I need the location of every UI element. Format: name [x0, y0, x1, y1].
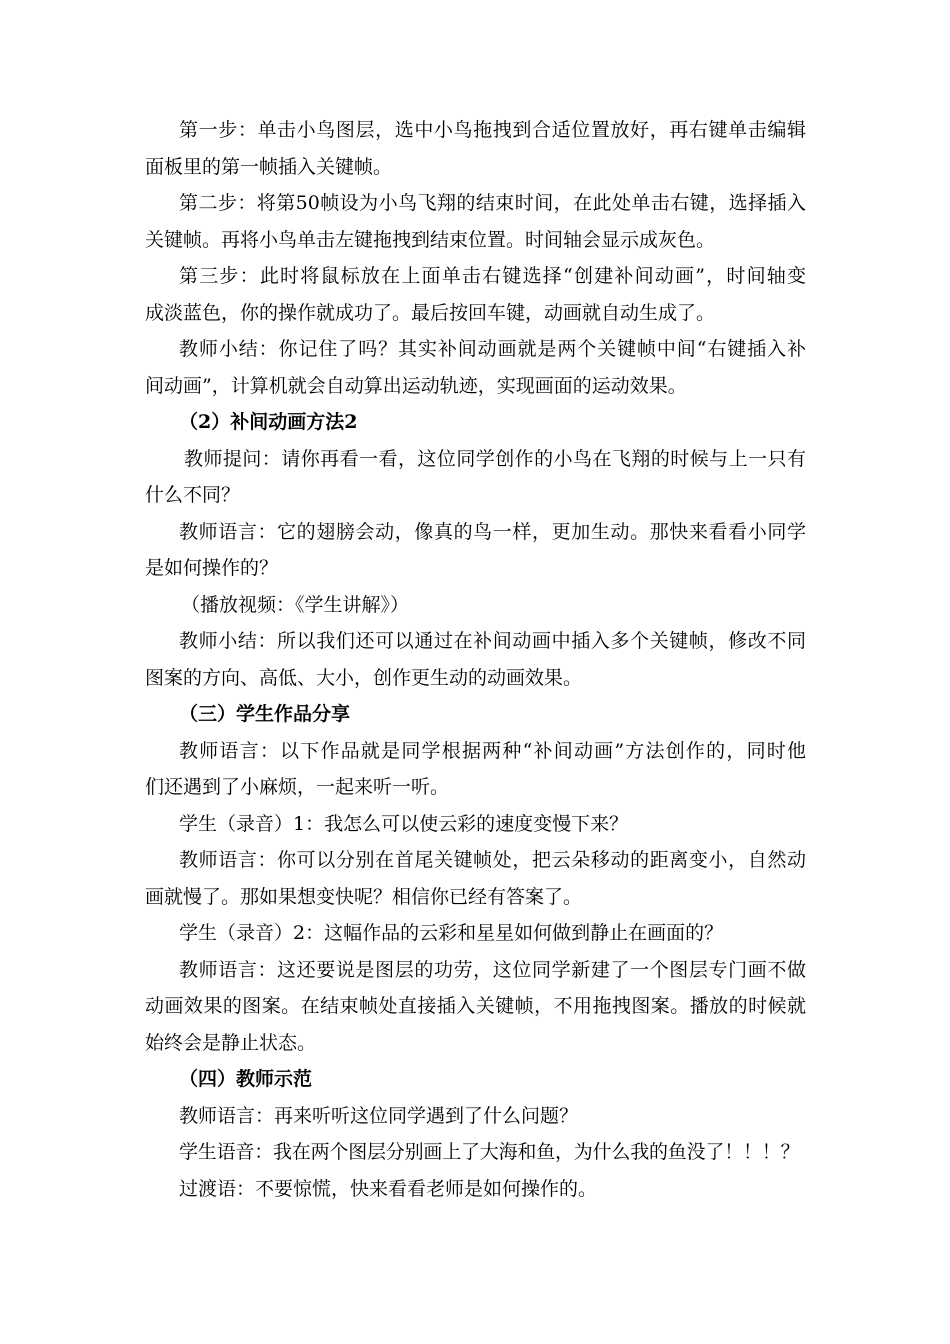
paragraph-line: 始终会是静止状态。: [145, 1031, 317, 1054]
teacher-summary-paragraph-2: [145, 623, 806, 696]
paragraph-line: 教师小结：所以我们还可以通过在补间动画中插入多个关键帧，修改不同: [179, 630, 806, 652]
paragraph-line: 教师语言：你可以分别在首尾关键帧处，把云朵移动的距离变小，自然动: [179, 849, 806, 871]
paragraph-line: 学生（录音）2：这幅作品的云彩和星星如何做到静止在画面的？: [179, 922, 724, 944]
paragraph-line: 教师语言：它的翅膀会动，像真的鸟一样，更加生动。那快来看看小同学: [179, 520, 806, 543]
paragraph-line: 第二步：将第50帧设为小鸟飞翔的结束时间，在此处单击右键，选择插入: [179, 192, 806, 214]
paragraph-line: 教师提问：请你再看一看，这位同学创作的小鸟在飞翔的时候与上一只有: [184, 447, 806, 470]
paragraph-line: （播放视频：《学生讲解》）: [181, 593, 410, 616]
paragraph-line: 教师语言：再来听听这位同学遇到了什么问题？: [179, 1104, 579, 1127]
section-heading: （三）学生作品分享: [179, 703, 351, 725]
teacher-speech-paragraph-2: [145, 733, 806, 806]
student-voice-paragraph: [145, 1134, 806, 1171]
paragraph-line: 学生语音：我在两个图层分别画上了大海和鱼，为什么我的鱼没了！！！？: [179, 1141, 800, 1163]
paragraph-line: 过渡语：不要惊慌，快来看看老师是如何操作的。: [179, 1177, 598, 1200]
student-works-heading: [145, 696, 806, 733]
paragraph-line: 第三步：此时将鼠标放在上面单击右键选择“创建补间动画”，时间轴变: [179, 265, 806, 287]
student-recording-1-paragraph: [145, 806, 806, 843]
paragraph-line: 教师小结：你记住了吗？其实补间动画就是两个关键帧中间“右键插入补: [179, 338, 806, 360]
section-heading: （四）教师示范: [179, 1068, 313, 1090]
teacher-summary-paragraph: [145, 331, 806, 404]
step-3-paragraph: [145, 258, 806, 331]
teacher-speech-paragraph-4: [145, 952, 806, 1062]
teacher-speech-paragraph-5: [145, 1098, 806, 1135]
paragraph-line: 教师语言：以下作品就是同学根据两种“补间动画”方法创作的，同时他: [179, 739, 806, 762]
teacher-question-paragraph: [145, 441, 806, 514]
teacher-speech-paragraph: [145, 514, 806, 587]
teacher-demo-heading: [145, 1061, 806, 1098]
paragraph-line: 成淡蓝色，你的操作就成功了。最后按回车键，动画就自动生成了。: [145, 301, 716, 324]
teacher-speech-paragraph-3: [145, 842, 806, 915]
step-1-paragraph: [145, 112, 806, 185]
step-2-paragraph: [145, 185, 806, 258]
paragraph-line: 间动画”，计算机就会自动算出运动轨迹，实现画面的运动效果。: [145, 374, 687, 397]
paragraph-line: 面板里的第一帧插入关键帧。: [145, 155, 393, 178]
paragraph-line: 第一步：单击小鸟图层，选中小鸟拖拽到合适位置放好，再右键单击编辑: [179, 119, 806, 141]
paragraph-line: 是如何操作的？: [145, 557, 279, 579]
section-heading: （2）补间动画方法2: [179, 411, 358, 433]
transition-paragraph: [145, 1171, 806, 1208]
method-2-heading: [145, 404, 806, 441]
paragraph-line: 教师语言：这还要说是图层的功劳，这位同学新建了一个图层专门画不做: [179, 958, 806, 981]
paragraph-line: 学生（录音）1：我怎么可以使云彩的速度变慢下来？: [179, 812, 629, 835]
student-recording-2-paragraph: [145, 915, 806, 952]
video-note-paragraph: [145, 587, 806, 624]
paragraph-line: 什么不同？: [145, 484, 241, 506]
paragraph-line: 动画效果的图案。在结束帧处直接插入关键帧，不用拖拽图案。播放的时候就: [145, 995, 806, 1017]
paragraph-line: 关键帧。再将小鸟单击左键拖拽到结束位置。时间轴会显示成灰色。: [145, 228, 716, 251]
paragraph-line: 们还遇到了小麻烦，一起来听一听。: [145, 776, 450, 798]
paragraph-line: 图案的方向、高低、大小，创作更生动的动画效果。: [145, 666, 583, 689]
paragraph-line: 画就慢了。那如果想变快呢？相信你已经有答案了。: [145, 885, 583, 908]
document-body: [145, 112, 806, 1207]
